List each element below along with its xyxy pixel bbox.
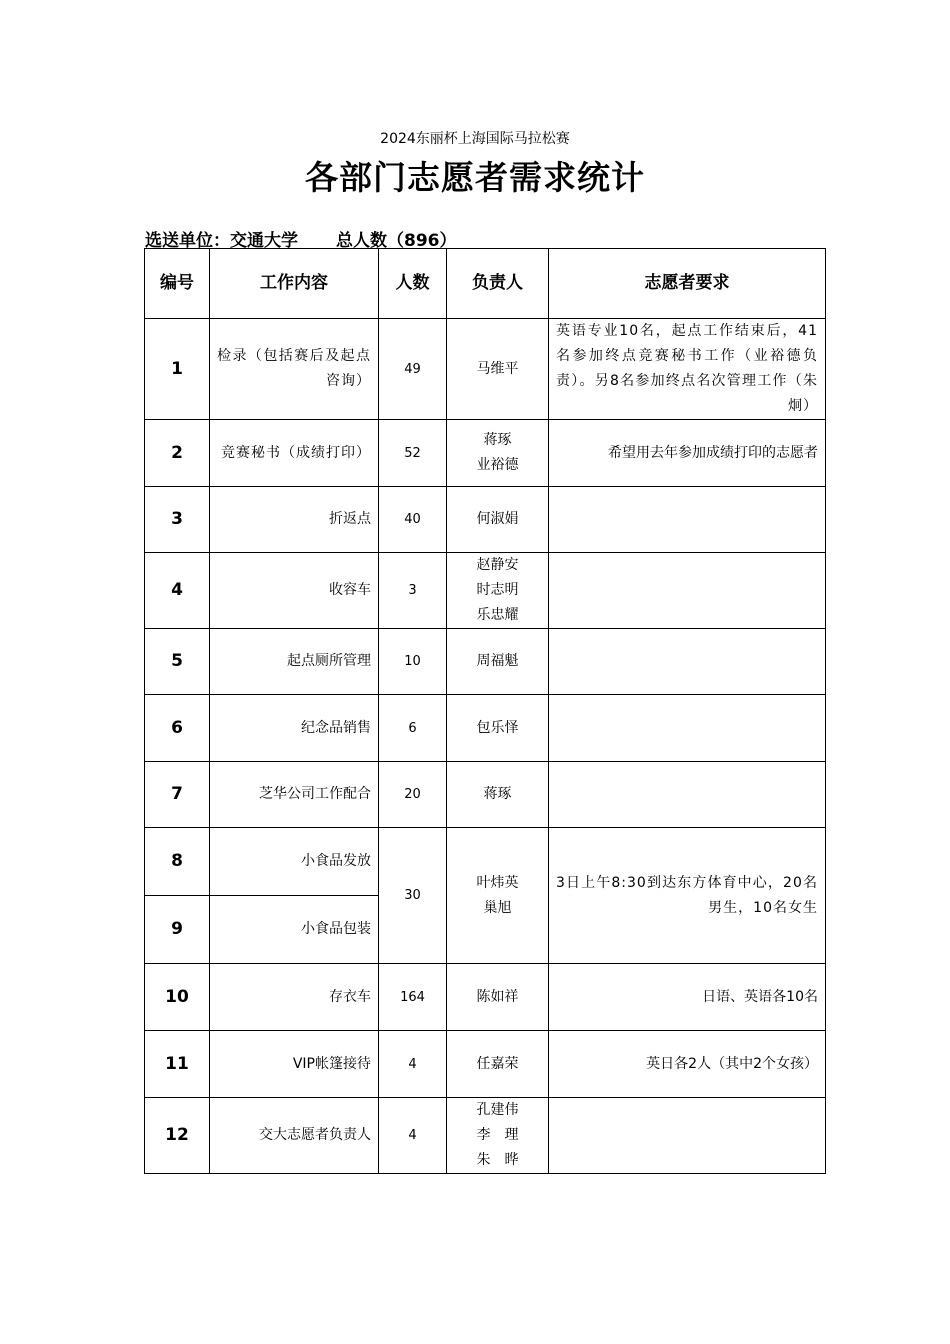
row-requirement: 英语专业10名，起点工作结束后，41名参加终点竞赛秘书工作（业裕德负责）。另8名参加终点名次管理工作（朱炯） bbox=[549, 319, 826, 420]
lead-name: 巢旭 bbox=[483, 899, 512, 916]
row-task: 纪念品销售 bbox=[210, 695, 379, 762]
row-requirement bbox=[549, 487, 826, 553]
row-count: 20 bbox=[379, 762, 447, 828]
lead-name: 朱 晔 bbox=[476, 1152, 519, 1168]
page-title: 各部门志愿者需求统计 bbox=[305, 158, 645, 197]
lead-name: 孔建伟 bbox=[476, 1102, 519, 1118]
lead-name: 蒋琢 bbox=[483, 786, 512, 802]
row-no: 6 bbox=[145, 695, 210, 762]
volunteer-table bbox=[144, 248, 826, 1174]
row-requirement bbox=[549, 629, 826, 695]
row-count: 10 bbox=[379, 629, 447, 695]
row-no: 11 bbox=[145, 1031, 210, 1098]
table-row bbox=[145, 964, 826, 1031]
row-requirement bbox=[549, 695, 826, 762]
row-requirement: 日语、英语各10名 bbox=[549, 964, 826, 1031]
lead-name: 李 理 bbox=[476, 1127, 519, 1143]
lead-name: 何淑娟 bbox=[476, 511, 519, 527]
total-count: 总人数（896） bbox=[336, 231, 457, 251]
lead-name: 乐忠耀 bbox=[476, 607, 519, 623]
row-lead bbox=[447, 1031, 549, 1098]
row-lead bbox=[447, 553, 549, 629]
table-row bbox=[145, 1031, 826, 1098]
row-no: 4 bbox=[145, 553, 210, 629]
row-count: 30 bbox=[379, 828, 447, 964]
row-lead bbox=[447, 964, 549, 1031]
row-task: 存衣车 bbox=[210, 964, 379, 1031]
row-requirement bbox=[549, 1098, 826, 1174]
row-count: 3 bbox=[379, 553, 447, 629]
row-task: 起点厕所管理 bbox=[210, 629, 379, 695]
row-requirement: 希望用去年参加成绩打印的志愿者 bbox=[549, 420, 826, 487]
table-row bbox=[145, 629, 826, 695]
row-no: 5 bbox=[145, 629, 210, 695]
column-header-no: 编号 bbox=[145, 249, 210, 319]
row-lead bbox=[447, 695, 549, 762]
row-task: 小食品发放 bbox=[210, 828, 379, 896]
row-no: 1 bbox=[145, 319, 210, 420]
column-header-lead: 负责人 bbox=[447, 249, 549, 319]
row-lead bbox=[447, 319, 549, 420]
lead-name: 叶炜英 bbox=[476, 874, 519, 891]
row-task: 小食品包装 bbox=[210, 896, 379, 964]
unit-label: 选送单位：交通大学 bbox=[145, 231, 298, 251]
row-no: 7 bbox=[145, 762, 210, 828]
row-task: 芝华公司工作配合 bbox=[210, 762, 379, 828]
lead-name: 业裕德 bbox=[476, 457, 519, 473]
row-lead bbox=[447, 762, 549, 828]
row-no: 10 bbox=[145, 964, 210, 1031]
row-count: 164 bbox=[379, 964, 447, 1031]
table-row bbox=[145, 828, 826, 896]
row-requirement: 英日各2人（其中2个女孩） bbox=[549, 1031, 826, 1098]
lead-name: 马维平 bbox=[476, 360, 519, 377]
row-requirement: 3日上午8:30到达东方体育中心，20名男生，10名女生 bbox=[549, 828, 826, 964]
table-row bbox=[145, 420, 826, 487]
lead-name: 时志明 bbox=[476, 582, 519, 598]
row-requirement bbox=[549, 553, 826, 629]
row-count: 4 bbox=[379, 1031, 447, 1098]
row-count: 52 bbox=[379, 420, 447, 487]
table-row bbox=[145, 319, 826, 420]
row-no: 3 bbox=[145, 487, 210, 553]
event-subtitle: 2024东丽杯上海国际马拉松赛 bbox=[380, 131, 570, 147]
row-no: 9 bbox=[145, 896, 210, 964]
row-count: 4 bbox=[379, 1098, 447, 1174]
row-lead bbox=[447, 629, 549, 695]
row-task: 交大志愿者负责人 bbox=[210, 1098, 379, 1174]
table-row bbox=[145, 553, 826, 629]
lead-name: 周福魁 bbox=[476, 653, 519, 669]
lead-name: 陈如祥 bbox=[476, 988, 519, 1005]
row-task: 竞赛秘书（成绩打印） bbox=[210, 420, 379, 487]
column-header-requirement: 志愿者要求 bbox=[549, 249, 826, 319]
row-lead bbox=[447, 1098, 549, 1174]
table-row bbox=[145, 695, 826, 762]
row-lead bbox=[447, 487, 549, 553]
lead-name: 包乐怿 bbox=[476, 719, 519, 736]
lead-name: 赵静安 bbox=[476, 557, 519, 573]
column-header-count: 人数 bbox=[379, 249, 447, 319]
row-task: 检录（包括赛后及起点咨询） bbox=[210, 319, 379, 420]
row-task: 折返点 bbox=[210, 487, 379, 553]
table-row bbox=[145, 1098, 826, 1174]
row-count: 49 bbox=[379, 319, 447, 420]
table-row bbox=[145, 762, 826, 828]
column-header-task: 工作内容 bbox=[210, 249, 379, 319]
row-task: VIP帐篷接待 bbox=[210, 1031, 379, 1098]
lead-name: 蒋琢 bbox=[483, 432, 512, 448]
row-lead bbox=[447, 420, 549, 487]
row-task: 收容车 bbox=[210, 553, 379, 629]
lead-name: 任嘉荣 bbox=[476, 1055, 519, 1072]
row-no: 8 bbox=[145, 828, 210, 896]
row-count: 40 bbox=[379, 487, 447, 553]
row-no: 12 bbox=[145, 1098, 210, 1174]
row-count: 6 bbox=[379, 695, 447, 762]
row-lead bbox=[447, 828, 549, 964]
table-header-row bbox=[145, 249, 826, 319]
table-row bbox=[145, 487, 826, 553]
row-no: 2 bbox=[145, 420, 210, 487]
row-requirement bbox=[549, 762, 826, 828]
